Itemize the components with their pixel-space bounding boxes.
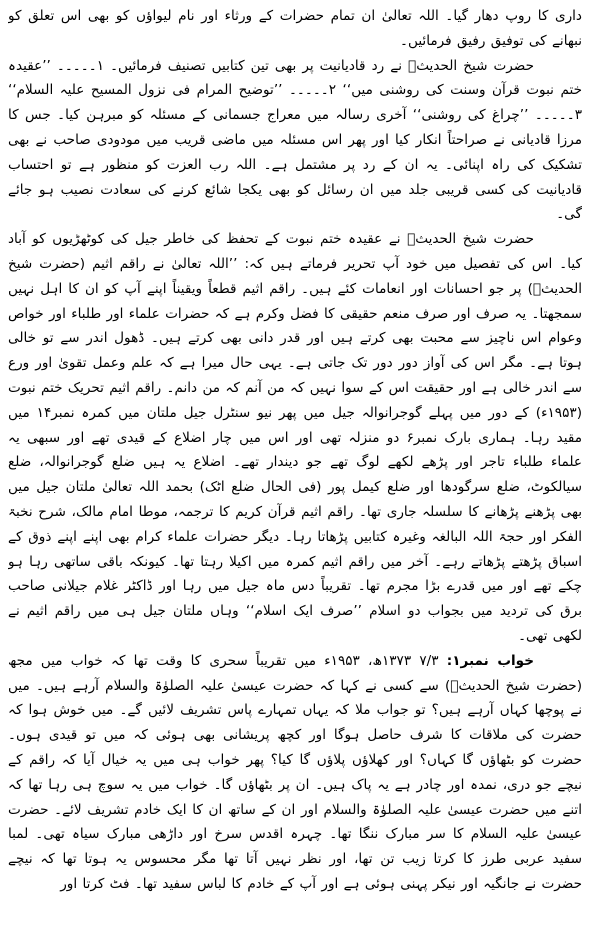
- paragraph-text: داری کا روپ دھار گیا۔ اللہ تعالیٰ ان تمام حضرات کے ورثاء اور نام لیواؤں کو بھی اس تعلق کو نبھانے کی توفیق رفیق فرمائیں۔: [8, 8, 582, 49]
- paragraph-dream-one: [8, 649, 582, 897]
- paragraph-text: حضرت شیخ الحدیثؒ نے عقیدہ ختم نبوت کے تحفظ کی خاطر جیل کی کوٹھڑیوں کو آباد کیا۔ اس کی تفصیل میں خود آپ تحریر فرماتے ہیں کہ: ’’اللہ تعالیٰ نے راقم اثیم (حضرت شیخ الحدیثؒ) پر جو احسانات اور انعامات کئے ہیں۔ راقم اثیم قطعاً ویقیناً اپنے آپ کو ان کا اہل نہیں سمجھتا۔ یہ صرف اور صرف منعم حقیقی کا فضل وکرم ہے کہ حضرات علماء اور طلباء اور خواص وعوام اس ناچیز سے محبت بھی کرتے ہیں اور قدر دانی بھی کرتے ہیں۔ ڈھول اندر سے تو خالی ہوتا ہے۔ مگر اس کی آواز دور دور تک جاتی ہے۔ یہی حال میرا ہے کہ علم وعمل تقویٰ اور ورع سے اندر خالی ہے اور حقیقت اس کے سوا نہیں کہ من آنم کہ من دانم۔ راقم اثیم تحریک ختم نبوت (۱۹۵۳ء) کے دور میں پہلے گوجرانوالہ جیل میں پھر نیو سنٹرل جیل ملتان میں کمرہ نمبر۱۴ میں مقید رہا۔ ہماری بارک نمبر۶ دو منزلہ تھی اور اس میں چار اضلاع کے قیدی تھے اور سبھی یہ علماء طلباء تاجر اور پڑھے لکھے لوگ تھے جو دیندار تھے۔ اضلاع یہ ہیں ضلع گوجرانوالہ، ضلع سیالکوٹ، ضلع سرگودھا اور ضلع کیمل پور (فی الحال ضلع اٹک) بحمد اللہ تعالیٰ ملتان جیل میں بھی پڑھنے پڑھانے کا سلسلہ جاری تھا۔ راقم اثیم قرآن کریم کا ترجمہ، موطا امام مالک، شرح نخبۃ الفکر اور حجۃ اللہ البالغہ وغیرہ کتابیں پڑھاتا رہا۔ دیگر حضرات علماء کرام بھی اپنے اپنے ذوق کے اسباق پڑھتے پڑھاتے رہے۔ آخر میں راقم اثیم کمرہ میں اکیلا رہتا تھا۔ کیونکہ باقی ساتھی رہا ہو چکے تھے اور میں قدرے بڑا مجرم تھا۔ تقریباً دس ماہ جیل میں رہا اور ڈاکٹر غلام جیلانی صاحب برق کی تردید میں بجواب دو اسلام ’’صرف ایک اسلام‘‘ وہاں ملتان جیل ہی میں راقم اثیم نے لکھی تھی۔: [8, 231, 582, 644]
- document-page: [8, 4, 582, 944]
- paragraph-books-on-qadianism: [8, 54, 582, 228]
- paragraph-opening: [8, 4, 582, 54]
- dream-heading: خواب نمبر۱:: [446, 652, 534, 669]
- paragraph-text: ۷/۳ ۱۳۷۳ھ، ۱۹۵۳ء میں تقریباً سحری کا وقت تھا کہ خواب میں مجھ (حضرت شیخ الحدیثؒ) سے کسی نے کہا کہ حضرت عیسیٰ علیہ الصلوٰۃ والسلام آرہے ہیں۔ میں نے پوچھا کہاں آرہے ہیں؟ تو جواب ملا کہ یہاں تمہارے پاس تشریف لائیں گے۔ میں خوش ہوا کہ حضرت کی ملاقات کا شرف حاصل ہوگا اور کچھ پریشانی بھی ہوئی کہ میں تو قیدی ہوں۔ حضرت کو بٹھاؤں گا کہاں؟ اور کھلاؤں پلاؤں گا کیا؟ پھر خواب ہی میں یہ خیال آیا کہ راقم کے نیچے جو دری، نمدہ اور چادر ہے یہ پاک ہیں۔ ان پر بٹھاؤں گا۔ خواب میں یہ سوچ ہی رہا تھا کہ اتنے میں حضرت عیسیٰ علیہ الصلوٰۃ والسلام اور ان کے ساتھ ان کا ایک خادم تشریف لائے۔ حضرت عیسیٰ علیہ السلام کا سر مبارک ننگا تھا۔ چہرہ اقدس سرخ اور داڑھی مبارک سیاہ تھی۔ لمبا سفید عربی طرز کا کرتا زیب تن تھا، اور نظر نہیں آتا تھا مگر محسوس یہ ہوتا تھا کہ نیچے حضرت نے جانگیہ اور نیکر پہنی ہوئی ہے اور آپ کے خادم کا لباس سفید تھا۔ فٹ کرتا اور: [8, 652, 582, 892]
- paragraph-text: حضرت شیخ الحدیثؒ نے رد قادیانیت پر بھی تین کتابیں تصنیف فرمائیں۔ ۱۔۔۔۔۔ ’’عقیدہ ختم نبوت قرآن وسنت کی روشنی میں‘‘ ۲۔۔۔۔۔ ’’توضیح المرام فی نزول المسیح علیہ السلام‘‘ ۳۔۔۔۔۔ ’’چراغ کی روشنی‘‘ آخری رسالہ میں معراج جسمانی کے مسئلہ کو مبرہن کیا۔ جس کا مرزا قادیانی نے صراحتاً انکار کیا اور پھر اس مسئلہ میں ماضی قریب میں مودودی صاحب نے بھی تشکیک کی راہ اپنائی۔ یہ ان کے رد پر مشتمل ہے۔ اللہ رب العزت کو منظور ہے تو احتساب قادیانیت کی کسی قریبی جلد میں ان رسائل کو بھی یکجا شائع کرنے کی سعادت نصیب ہو جائے گی۔: [8, 57, 582, 223]
- paragraph-jail-account: [8, 227, 582, 649]
